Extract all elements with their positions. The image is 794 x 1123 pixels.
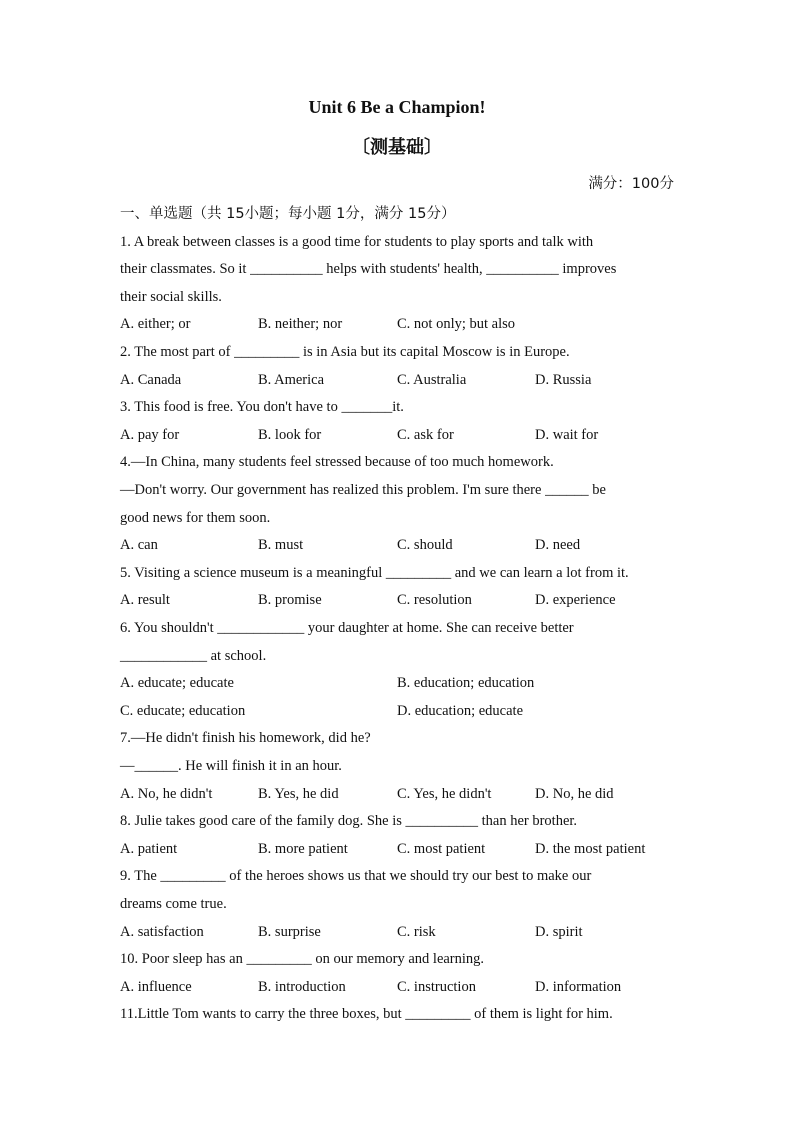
option-b: B. introduction: [258, 979, 346, 995]
option-c: C. Yes, he didn't: [397, 786, 492, 802]
option-d: D. experience: [535, 592, 616, 608]
question-9-line-2: dreams come true.: [120, 896, 227, 912]
option-b: B. surprise: [258, 924, 321, 940]
option-d: D. the most patient: [535, 841, 646, 857]
option-d: D. Russia: [535, 372, 592, 388]
question-2-line-1: 2. The most part of _________ is in Asia but its capital Moscow is in Europe.: [120, 344, 570, 360]
option-b: B. must: [258, 537, 304, 553]
option-c: C. should: [397, 537, 453, 553]
option-b: B. look for: [258, 427, 322, 443]
option-d: D. No, he did: [535, 786, 614, 802]
option-d: D. need: [535, 537, 581, 553]
question-4-line-2: —Don't worry. Our government has realized this problem. I'm sure there ______ be: [120, 482, 606, 498]
question-8-line-1: 8. Julie takes good care of the family dog. She is __________ than her brother.: [120, 813, 578, 829]
option-a: A. result: [120, 592, 170, 608]
question-11-line-1: 11.Little Tom wants to carry the three boxes, but _________ of them is light for him.: [120, 1006, 613, 1022]
question-7-line-1: 7.—He didn't finish his homework, did he?: [120, 730, 371, 746]
option-a: A. either; or: [120, 316, 191, 332]
option-b: B. Yes, he did: [258, 786, 339, 802]
full-score: 满分：100分: [588, 176, 674, 192]
option-a: A. pay for: [120, 427, 180, 443]
option-d: D. information: [535, 979, 622, 995]
question-10-line-1: 10. Poor sleep has an _________ on our memory and learning.: [120, 951, 485, 967]
option-d: D. wait for: [535, 427, 599, 443]
option-a: A. No, he didn't: [120, 786, 213, 802]
question-1-line-2: their classmates. So it __________ helps with students' health, __________ improves: [120, 261, 617, 277]
option-c: C. Australia: [397, 372, 467, 388]
option-a: A. satisfaction: [120, 924, 204, 940]
option-b: B. promise: [258, 592, 322, 608]
option-b: B. education; education: [397, 675, 535, 691]
question-6-line-2: ____________ at school.: [120, 648, 267, 664]
option-c: C. resolution: [397, 592, 472, 608]
option-a: A. can: [120, 537, 158, 553]
option-c: C. most patient: [397, 841, 486, 857]
question-1-line-3: their social skills.: [120, 289, 222, 305]
question-7-line-2: —______. He will finish it in an hour.: [120, 758, 342, 774]
option-c: C. educate; education: [120, 703, 246, 719]
question-3-line-1: 3. This food is free. You don't have to _______it.: [120, 399, 404, 415]
option-c: C. instruction: [397, 979, 476, 995]
option-d: D. spirit: [535, 924, 583, 940]
question-5-line-1: 5. Visiting a science museum is a meaningful _________ and we can learn a lot from it.: [120, 565, 629, 581]
option-d: D. education; educate: [397, 703, 524, 719]
option-a: A. patient: [120, 841, 178, 857]
option-b: B. neither; nor: [258, 316, 343, 332]
option-c: C. not only; but also: [397, 316, 516, 332]
option-c: C. risk: [397, 924, 436, 940]
option-b: B. more patient: [258, 841, 348, 857]
option-b: B. America: [258, 372, 325, 388]
option-c: C. ask for: [397, 427, 454, 443]
page-subtitle: 〔测基础〕: [352, 137, 442, 158]
question-6-line-1: 6. You shouldn't ____________ your daughter at home. She can receive better: [120, 620, 574, 636]
option-a: A. Canada: [120, 372, 182, 388]
page-title: Unit 6 Be a Champion!: [308, 97, 486, 117]
question-4-line-3: good news for them soon.: [120, 510, 271, 526]
section-heading: 一、单选题（共 15小题；每小题 1分，满分 15分）: [120, 206, 456, 222]
option-a: A. influence: [120, 979, 192, 995]
question-1-line-1: 1. A break between classes is a good time for students to play sports and talk with: [120, 234, 594, 250]
question-4-line-1: 4.—In China, many students feel stressed because of too much homework.: [120, 454, 554, 470]
option-a: A. educate; educate: [120, 675, 234, 691]
question-9-line-1: 9. The _________ of the heroes shows us that we should try our best to make our: [120, 868, 592, 884]
